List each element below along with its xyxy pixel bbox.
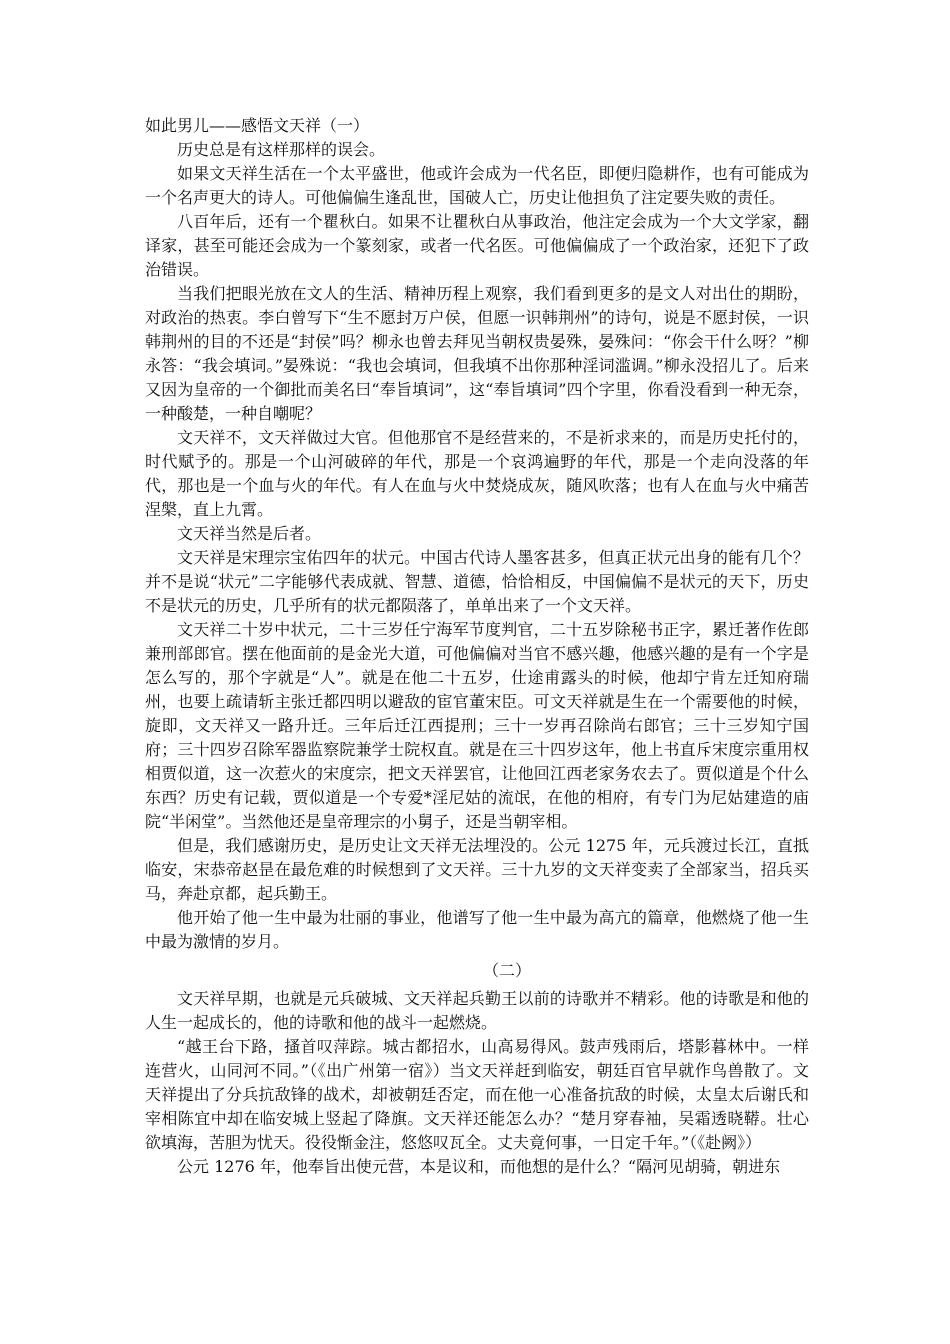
paragraph: 八百年后，还有一个瞿秋白。如果不让瞿秋白从事政治，他注定会成为一个大文学家，翻译家，甚至可能还会成为一个篆刻家，或者一代名医。可他偏偏成了一个政治家，还犯下了政治错误。 xyxy=(145,212,809,279)
paragraph: 当我们把眼光放在文人的生活、精神历程上观察，我们看到更多的是文人对出仕的期盼，对政治的热衷。李白曾写下“生不愿封万户侯，但愿一识韩荆州”的诗句，说是不愿封侯，一识韩荆州的目的不还是“封侯”吗？柳永也曾去拜见当朝权贵晏殊，晏殊问：“你会干什么呀？”柳永答：“我会填词。”晏殊说：“我也会填词，但我填不出你那种淫词滥调。”柳永没招儿了。后来又因为皇帝的一个御批而美名曰“奉旨填词”，这“奉旨填词”四个字里，你看没看到一种无奈，一种酸楚，一种自嘲呢？ xyxy=(145,284,809,423)
paragraph: 文天祥不，文天祥做过大官。但他那官不是经营来的，不是祈求来的，而是历史托付的，时代赋予的。那是一个山河破碎的年代，那是一个哀鸿遍野的年代，那是一个走向没落的年代，那也是一个血与火的年代。有人在血与火中焚烧成灰，随风吹落；也有人在血与火中痛苦涅槃，直上九霄。 xyxy=(145,428,809,519)
section-heading: （二） xyxy=(482,961,531,980)
paragraph: 他开始了他一生中最为壮丽的事业，他谱写了他一生中最为高亢的篇章，他燃烧了他一生中最为激情的岁月。 xyxy=(145,908,809,951)
paragraph: 如果文天祥生活在一个太平盛世，他或许会成为一代名臣，即便归隐耕作，也有可能成为一个名声更大的诗人。可他偏偏生逢乱世，国破人亡，历史让他担负了注定要失败的责任。 xyxy=(145,164,809,207)
paragraph: 文天祥是宋理宗宝佑四年的状元。中国古代诗人墨客甚多，但真正状元出身的能有几个？并不是说“状元”二字能够代表成就、智慧、道德，恰恰相反，中国偏偏不是状元的天下，历史不是状元的历史，几乎所有的状元都陨落了，单单出来了一个文天祥。 xyxy=(145,548,809,615)
paragraph: 文天祥二十岁中状元，二十三岁任宁海军节度判官，二十五岁除秘书正字，累迁著作佐郎兼刑部郎官。摆在他面前的是金光大道，可他偏偏对当官不感兴趣，他感兴趣的是有一个字是怎么写的，那个字就是“人”。就是在他二十五岁，仕途甫露头的时候，他却宁肯左迁知府瑞州，也要上疏请斩主张迁都四明以避敌的宦官董宋臣。可文天祥就是生在一个需要他的时候，旋即，文天祥又一路升迁。三年后迁江西提刑；三十一岁再召除尚右郎官；三十三岁知宁国府；三十四岁召除军器监察院兼学士院权直。就是在三十四岁这年，他上书直斥宋度宗重用权相贾似道，这一次惹火的宋度宗，把文天祥罢官，让他回江西老家务农去了。贾似道是个什么东西？历史有记载，贾似道是一个专爱*淫尼姑的流氓，在他的相府，有专门为尼姑建造的庙院“半闲堂”。当然他还是皇帝理宗的小舅子，还是当朝宰相。 xyxy=(145,620,809,831)
paragraph: 文天祥当然是后者。 xyxy=(177,524,322,543)
document-title: 如此男儿——感悟文天祥（一） xyxy=(145,116,370,135)
paragraph: “越王台下路，搔首叹萍踪。城古都招水，山高易得风。鼓声残雨后，塔影暮林中。一样连营火，山同河不同。”（《出广州第一宿》）当文天祥赶到临安，朝廷百官早就作鸟兽散了。文天祥提出了分兵抗敌锋的战术，却被朝廷否定，而在他一心准备抗敌的时候，太皇太后谢氏和宰相陈宜中却在临安城上竖起了降旗。文天祥还能怎么办？“楚月穿春袖，吴霜透晓鞯。壮心欲填海，苦胆为忧天。役役惭金注，悠悠叹瓦全。丈夫竟何事，一日定千年。”（《赴阙》） xyxy=(145,1037,809,1152)
paragraph: 文天祥早期，也就是元兵破城、文天祥起兵勤王以前的诗歌并不精彩。他的诗歌是和他的人生一起成长的，他的诗歌和他的战斗一起燃烧。 xyxy=(145,989,809,1032)
document-body xyxy=(145,114,809,1179)
paragraph: 但是，我们感谢历史，是历史让文天祥无法埋没的。公元 1275 年，元兵渡过长江，直抵临安，宋恭帝赵昰在最危难的时候想到了文天祥。三十九岁的文天祥变卖了全部家当，招兵买马，奔赴京都，起兵勤王。 xyxy=(145,836,809,903)
paragraph: 历史总是有这样那样的误会。 xyxy=(177,140,386,159)
paragraph: 公元 1276 年，他奉旨出使元营，本是议和，而他想的是什么？“隔河见胡骑，朝进东 xyxy=(177,1157,781,1176)
